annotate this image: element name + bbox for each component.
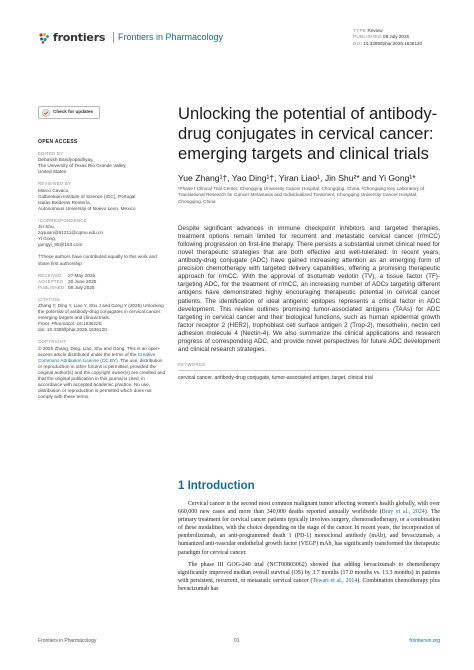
citation-text: Zhang Y, Ding Y, Liao Y, Shu J and Gong Y (2025) Unlocking the potential of antibody-drug conjugates in cervical cancer: emerging targets and clinical trials. (38, 302, 164, 321)
type-value: Review (367, 28, 383, 33)
received-date: 27 May 2025 (68, 272, 96, 278)
abstract: Despite significant advances in immune checkpoint inhibitors and targeted therapies, treatment options remain limited for recurrent and metastatic cervical cancer (r/mCC) following progression on first-line therapy. There persists a substantial unmet clinical need for novel therapeutic strategies that are both effective and well-tolerated. In recent years, antibody-drug conjugate (ADC) have gained increasing attention as an emerging form of precision chemotherapy with targeted delivery capabilities, offering a promising therapeutic approach for r/mCC. With the approval of tisotumab vedotin (TV), a tissue factor (TF)-targeting ADC, for the treatment of r/mCC, an increasing number of ADCs targeting different antigens have demonstrated highly encouraging therapeutic potential in cervical cancer patients. The identification of ideal antigenic epitopes represents a critical factor in ADC development. This review outlines promising tumor-associated antigens (TAAs) for ADC targeting in cervical cancer and their biological functions, such as human epidermal growth factor receptor 2 (HER2), trophoblast cell surface antigen 2 (Trop-2), mesothelin, nectin cell adhesion molecule 4 (Nectin-4). We also summarize the clinical applications and research progress of corresponding ADC, and provide novel perspectives for future ADC development and clinical research strategies. (178, 224, 440, 354)
copyright-text-a: © 2025 Zhang, Ding, Liao, Shu and Gong. This is an open-access article distributed under the terms of the (38, 345, 161, 357)
type-label: TYPE (353, 28, 367, 33)
keywords-label: KEYWORDS (178, 362, 206, 368)
section-heading: 1 Introduction (178, 480, 255, 492)
accepted-date: 30 June 2025 (68, 278, 97, 284)
edited-by-line: United States (38, 169, 67, 175)
frontiers-logo[interactable] (38, 31, 105, 44)
header-divider (113, 32, 114, 43)
published-label: PUBLISHED (38, 284, 65, 290)
correspondence-name: Jin Shu, (38, 224, 55, 230)
edited-by-line: Debasish Bandyopadhyay, (38, 157, 94, 163)
correspondence-name: Yi Gong, (38, 236, 57, 242)
article-front-matter (178, 104, 440, 381)
article-meta (353, 28, 422, 47)
copyright-text (38, 346, 166, 401)
reviewer-line: Marco Cavaco, (38, 187, 70, 193)
published-row (38, 285, 166, 291)
article-title: Unlocking the potential of antibody-drug conjugates in cervical cancer: emerging targets and clinical trials (178, 104, 438, 163)
citation-journal: Front. Pharmacol. 16:1636120. (38, 321, 103, 327)
reviewed-by-label: REVIEWED BY (38, 181, 72, 187)
accepted-label: ACCEPTED (38, 278, 63, 284)
doi-label: DOI (353, 40, 363, 46)
reviewer-line: Autonomous University of Nuevo Leon, Mexico (38, 205, 136, 211)
correspondence-email[interactable]: gongyi_95@163.com (38, 242, 83, 248)
keywords: cervical cancer, antibody-drug conjugate, tumor-associated antigen, target, clinical trial (178, 374, 373, 381)
doi-value[interactable]: 10.3389/fphar.2025.1636120 (363, 40, 423, 46)
reviewer-line: Isaías Balderas Rentería, (38, 199, 91, 205)
correspondence-label: *CORRESPONDENCE (38, 217, 87, 223)
open-access-label: OPEN ACCESS (38, 139, 78, 145)
cc-by-license-link[interactable]: Creative Commons Attribution License (CC BY) (38, 351, 156, 363)
correspondence-email[interactable]: zqsuxin@51211@cqmu.edu.cn (38, 230, 103, 236)
edited-by-line: The University of Texas Rio Grande Valley, (38, 163, 127, 169)
journal-link[interactable]: Frontiers in Pharmacology (118, 32, 224, 42)
published-value: 08 July 2025 (383, 34, 410, 40)
sidebar (38, 106, 166, 400)
citation-link[interactable]: Tewari et al., 2014 (312, 577, 358, 584)
footer-journal: Frontiers in Pharmacology (38, 638, 97, 644)
received-label: RECEIVED (38, 272, 62, 278)
page-number: 01 (234, 638, 240, 644)
frontiers-logo-icon (38, 32, 50, 44)
author-list: Yue Zhang¹†, Yao Ding¹†, Yiran Liao¹, Jin Shu²* and Yi Gong¹* (178, 173, 416, 184)
paragraph-text: ). Combination chemotherapy plus bevacizumab has (178, 577, 440, 592)
page-header (0, 0, 474, 60)
equal-contribution-note: †These authors have contributed equally to this work and share first authorship (38, 254, 157, 266)
reviewer-line: Gulbenkian Institute of Science (IGC), Portugal (38, 193, 136, 199)
keywords-divider (178, 370, 440, 371)
affiliations: ¹Phase I Clinical Trial Center, Chongqing University Cancer Hospital, Chongqing, China, ²Chongqing Key Laboratory of Translational Research for Cancer Metastasis and Individualized Treatment, Chongqing University Cancer Hospital, Chongqing, China (178, 186, 425, 204)
check-for-updates-button[interactable] (38, 106, 100, 119)
paragraph-text: The phase III GOG-240 trial (NCT00803062) showed that adding bevacizumab to chemotherapy significantly improved median overall survival (OS) by 3.7 months (17.0 months vs. 13.3 months) in patients with persistent, recurrent, or metastatic cervical cancer ( (178, 561, 440, 584)
article-body (178, 480, 440, 597)
paragraph-text: Cervical cancer is the second most common malignant tumor affecting women's health globally, with over 660,000 new cases and more than 340,000 deaths reported annually worldwide ( (178, 501, 440, 516)
edited-by-label: EDITED BY (38, 151, 64, 157)
logo-text: frontiers (53, 31, 106, 44)
page-footer (38, 638, 440, 650)
copyright-label: COPYRIGHT (38, 339, 67, 345)
footer-site-link[interactable]: frontiersin.org (409, 638, 440, 644)
published-label: PUBLISHED (353, 34, 382, 40)
check-updates-label: Check for updates (53, 109, 94, 115)
copyright-text-b: . The use, distribution or reproduction in other forums is permitted, provided the original author(s) and the copyright owner(s) are credited and that the original publication in this journal is cited, in accordance with accepted academic practice. No use, distribution or reproduction is permitted which does not comply with these terms. (38, 357, 166, 400)
citation-link[interactable]: Bray et al., 2024 (381, 509, 425, 516)
check-updates-icon (42, 109, 50, 117)
published-date: 08 July 2025 (68, 284, 95, 290)
citation-doi[interactable]: doi: 10.3389/fphar.2025.1636120 (38, 327, 107, 333)
body-paragraph (178, 500, 440, 557)
body-paragraph (178, 561, 440, 593)
citation-label: CITATION (38, 296, 60, 302)
paragraph-text: ). The primary treatment for cervical cancer patients typically involves surgery, chemoradiotherapy, or a combination of these modalities, with the choice depending on the stage of the cancer. In recent years, the incorporation of pembrolizumab, an anti-programmed death 1 (PD-1) monoclonal antibody (mAb), and bevacizumab, a humanized anti-vascular endothelial growth factor (VEGF) mAb, has significantly transformed the therapeutic paradigm for cervical cancer. (178, 509, 440, 556)
